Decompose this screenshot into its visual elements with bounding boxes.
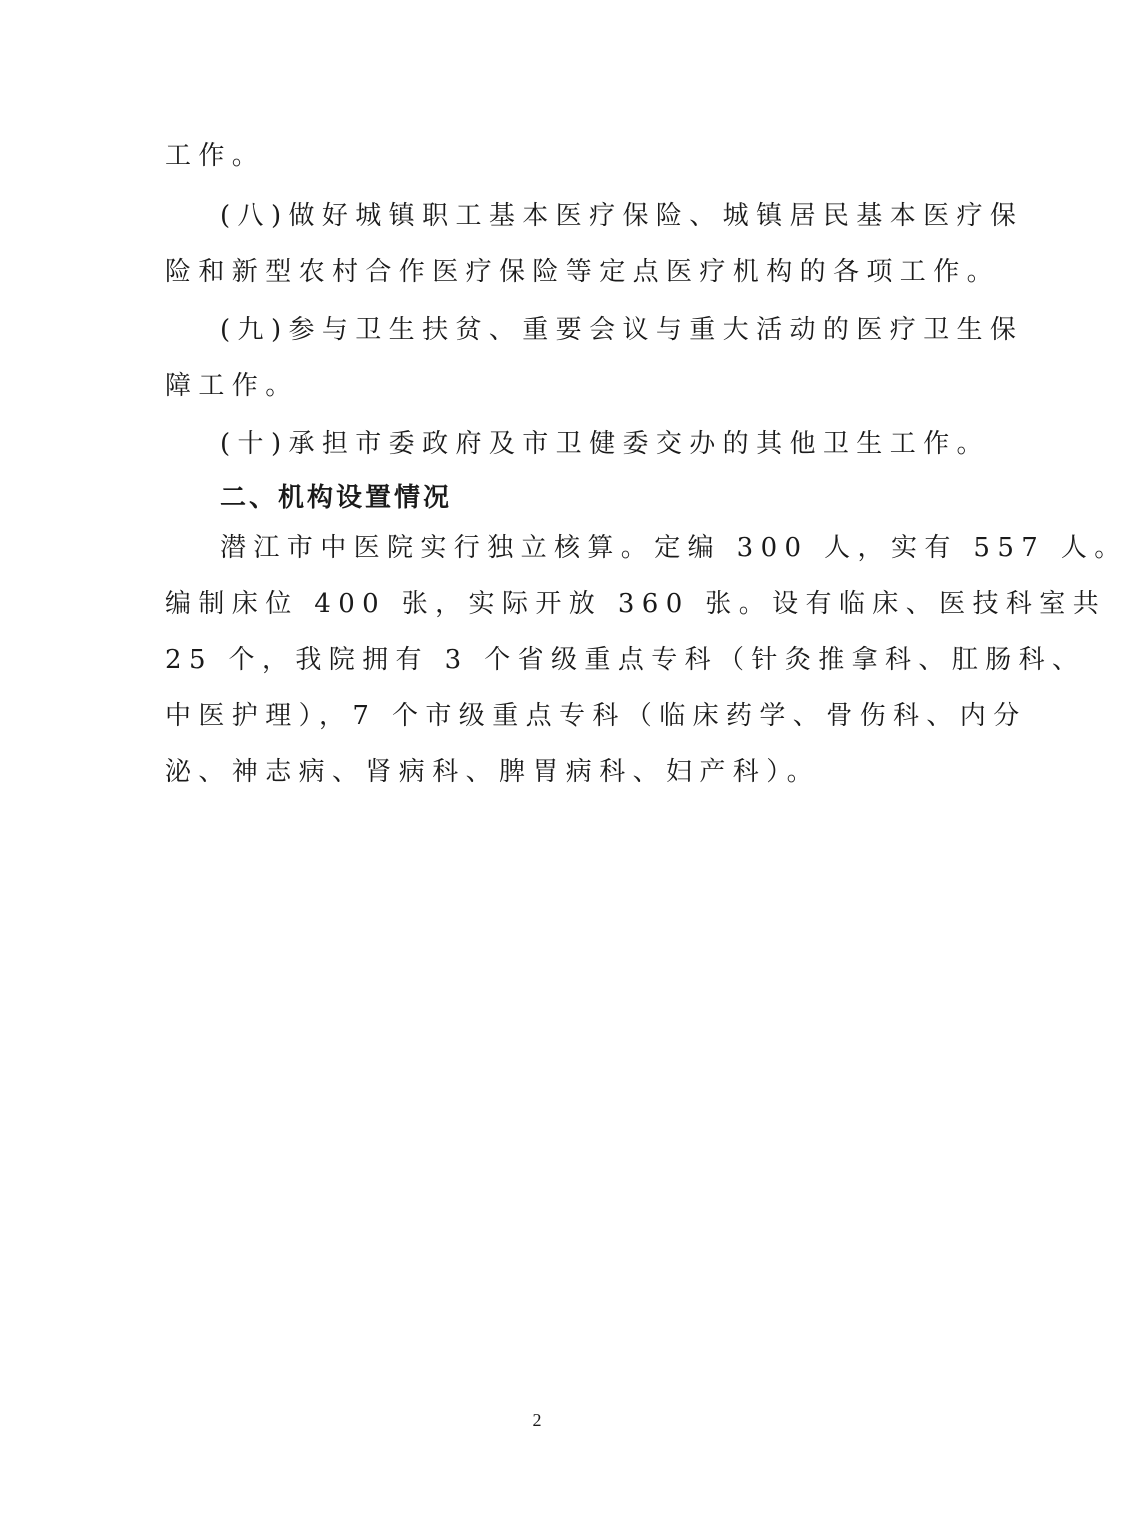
text-line: 工作。	[165, 141, 266, 171]
text-line: (十)承担市委政府及市卫健委交办的其他卫生工作。	[220, 429, 990, 459]
text-line: (八)做好城镇职工基本医疗保险、城镇居民基本医疗保	[220, 201, 1024, 231]
text-line: 编制床位 400 张，实际开放 360 张。设有临床、医技科室共	[165, 589, 1107, 619]
text-line: 中医护理），7 个市级重点专科（临床药学、骨伤科、内分	[165, 701, 1027, 731]
text-line: 泌、神志病、肾病科、脾胃病科、妇产科）。	[165, 757, 821, 787]
text-line: (九)参与卫生扶贫、重要会议与重大活动的医疗卫生保	[220, 315, 1024, 345]
section-heading: 二、机构设置情况	[220, 483, 453, 513]
text-line: 障工作。	[165, 371, 299, 401]
text-line: 险和新型农村合作医疗保险等定点医疗机构的各项工作。	[165, 257, 1001, 287]
text-line: 25 个，我院拥有 3 个省级重点专科（针灸推拿科、肛肠科、	[165, 645, 1086, 675]
page-number: 2	[532, 1410, 542, 1430]
text-line: 潜江市中医院实行独立核算。定编 300 人，实有 557 人。	[220, 533, 1128, 563]
